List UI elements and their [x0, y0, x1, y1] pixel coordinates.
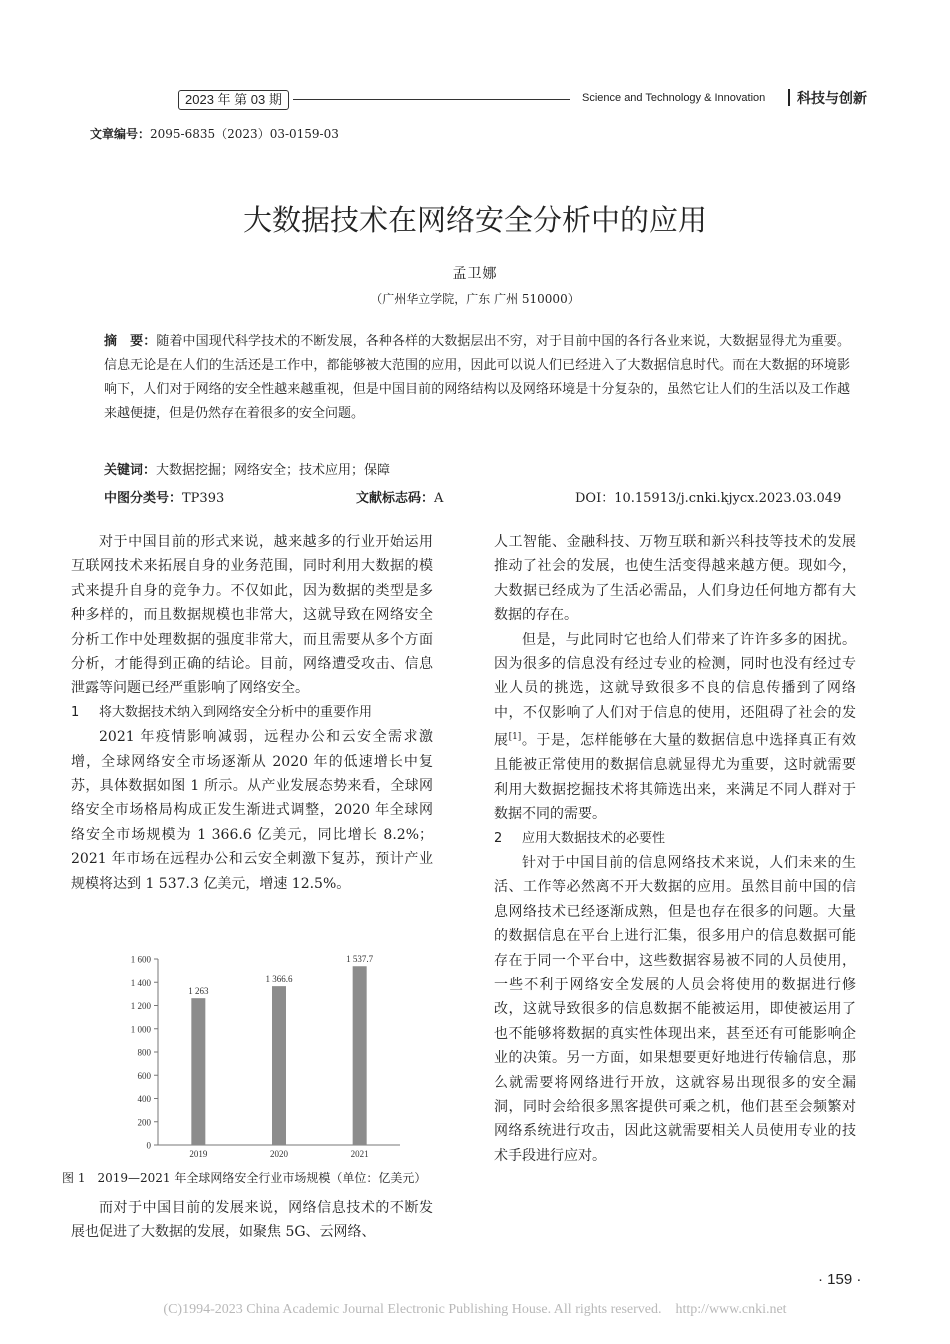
document-code-label: 文献标志码： [356, 491, 435, 506]
abstract-text: 随着中国现代科学技术的不断发展，各种各样的大数据层出不穷，对于目前中国的各行各业来说，大数据显得尤为重要。信息无论是在人们的生活还是工作中，都能够被大范围的应用，因此可以说人们已经进入了大数据信息时代。而在大数据的环境影响下，人们对于网络的安全性越来越重视，但是中国目前的网络结构以及网络环境是十分复杂的，虽然它让人们的生活以及工作越来越便捷，但是仍然存在着很多的安全问题。 [104, 334, 850, 421]
classification-number [104, 487, 224, 506]
doi: DOI：10.15913/j.cnki.kjycx.2023.03.049 [575, 491, 842, 506]
paragraph-text: 。于是，怎样能够在大量的数据信息中选择真正有效且能被正常使用的数据信息就显得尤为重要，这时就需要利用大数据挖掘技术将其筛选出来，来满足不同人群对于数据不同的需要。 [494, 732, 857, 823]
journal-name-english: Science and Technology & Innovation [582, 92, 766, 104]
header-separator [788, 89, 790, 106]
paragraph-text: 但是，与此同时它也给人们带来了许许多多的困扰。因为很多的信息没有经过专业的检测，同时也没有经过专业人员的挑选，这就导致很多不良的信息传播到了网络中，不仅影响了人们对于信息的使用，还阻碍了社会的发展 [494, 631, 856, 749]
body-paragraph: 2021 年疫情影响减弱，远程办公和云安全需求激增，全球网络安全市场逐渐从 2020 年的低速增长中复苏，具体数据如图 1 所示。从产业发展态势来看，全球网络安全市场格局构成正发生渐进式调整，2020 年全球网络安全市场规模为 1 366.6 亿美元，同比增长 8.2%；2021 年市场在远程办公和云安全刺激下复苏，预计产业规模将达到 1 537.3 亿美元，增速 12.5%。 [71, 729, 433, 892]
y-tick-label: 1 000 [130, 1024, 151, 1035]
header-rule [293, 99, 570, 100]
document-code [356, 487, 443, 506]
y-tick-label: 0 [146, 1140, 151, 1151]
keywords-label: 关键词： [104, 463, 157, 478]
article-title: 大数据技术在网络安全分析中的应用 [242, 203, 707, 237]
bar-2019 [191, 998, 205, 1145]
x-tick-label-2020: 2020 [270, 1149, 288, 1159]
x-tick-label-2019: 2019 [189, 1149, 208, 1159]
y-tick-label: 1 600 [130, 954, 151, 965]
data-label-2019: 1 263 [188, 986, 209, 997]
section-number: 2 [494, 830, 503, 846]
article-number-label: 文章编号： [90, 127, 151, 141]
x-tick-label-2021: 2021 [350, 1149, 369, 1159]
y-tick-label: 600 [137, 1070, 151, 1081]
copyright-footer: (C)1994-2023 China Academic Journal Electronic Publishing House. All rights reserved. http://www.cnki.net [163, 1302, 787, 1317]
page-number: · 159 · [818, 1271, 862, 1288]
journal-issue-label: 2023 年 第 03 期 [178, 90, 289, 110]
y-tick-label: 800 [137, 1047, 151, 1058]
left-column-continued [71, 1196, 433, 1245]
data-label-2020: 1 366.6 [265, 974, 293, 985]
abstract [104, 330, 850, 426]
y-tick-label: 1 200 [130, 1001, 151, 1011]
section-title: 应用大数据技术的必要性 [522, 830, 666, 846]
classification-value: TP393 [182, 491, 225, 506]
keywords-text: 大数据挖掘；网络安全；技术应用；保障 [156, 463, 391, 478]
document-code-value: A [434, 491, 444, 506]
classification-label: 中图分类号： [104, 491, 183, 506]
article-number [90, 125, 339, 142]
citation-reference[interactable]: [1] [508, 732, 522, 743]
body-paragraph: 针对于中国目前的信息网络技术来说，人们未来的生活、工作等必然离不开大数据的应用。虽然目前中国的信息网络技术已经逐渐成熟，但是也存在很多的问题。大量的数据信息在平台上进行汇集，很多用户的信息数据可能存在于同一个平台中，这些数据容易被不同的人员使用，一些不利于网络安全发展的人员会将使用的数据进行修改，这就导致很多的信息数据不能被运用，即使被运用了也不能够将数据的真实性体现出来，甚至还有可能影响企业的决策。另一方面，如果想要更好地进行传输信息，那么就需要将网络进行开放，这就容易出现很多的安全漏洞，同时会给很多黑客提供可乘之机，他们甚至会频繁对网络系统进行攻击，因此这就需要相关人员使用专业的技术手段进行应对。 [494, 854, 856, 1164]
author-affiliation: （广州华立学院，广东 广州 510000） [370, 292, 580, 306]
bar-2020 [272, 986, 286, 1145]
article-number-value: 2095-6835（2023）03-0159-03 [150, 127, 339, 141]
body-paragraph: 人工智能、金融科技、万物互联和新兴科技等技术的发展推动了社会的发展，也使生活变得越来越方便。现如今，大数据已经成为了生活必需品，人们身边任何地方都有大数据的存在。 [494, 534, 856, 624]
section-title: 将大数据技术纳入到网络安全分析中的重要作用 [99, 704, 373, 720]
data-label-2021: 1 537.7 [346, 954, 374, 965]
body-paragraph: 对于中国目前的形式来说，越来越多的行业开始运用互联网技术来拓展自身的业务范围，同时利用大数据的模式来提升自身的竞争力。不仅如此，因为数据的类型是多种多样的，而且数据规模也非常大，这就导致在网络安全分析工作中处理数据的强度非常大，而且需要从多个方面分析，才能得到正确的结论。目前，网络遭受攻击、信息泄露等问题已经严重影响了网络安全。 [71, 534, 433, 697]
section-heading-1 [71, 701, 433, 725]
figure-caption: 图 1 2019—2021 年全球网络安全行业市场规模（单位：亿美元） [62, 1171, 427, 1185]
body-paragraph [494, 628, 856, 827]
y-tick-label: 400 [137, 1094, 151, 1104]
bar-2021 [353, 966, 367, 1145]
left-column [71, 530, 433, 896]
author-name: 孟卫娜 [452, 266, 498, 282]
body-paragraph: 而对于中国目前的发展来说，网络信息技术的不断发展也促进了大数据的发展，如聚焦 5G、云网络、 [71, 1200, 433, 1241]
bar-chart [110, 945, 410, 1165]
y-tick-label: 200 [137, 1117, 151, 1128]
right-column [494, 530, 856, 1168]
journal-name-chinese: 科技与创新 [797, 91, 867, 107]
section-number: 1 [71, 704, 80, 720]
keywords [104, 459, 390, 478]
abstract-label: 摘 要： [104, 334, 157, 349]
y-tick-label: 1 400 [130, 977, 151, 988]
section-heading-2 [494, 827, 856, 851]
